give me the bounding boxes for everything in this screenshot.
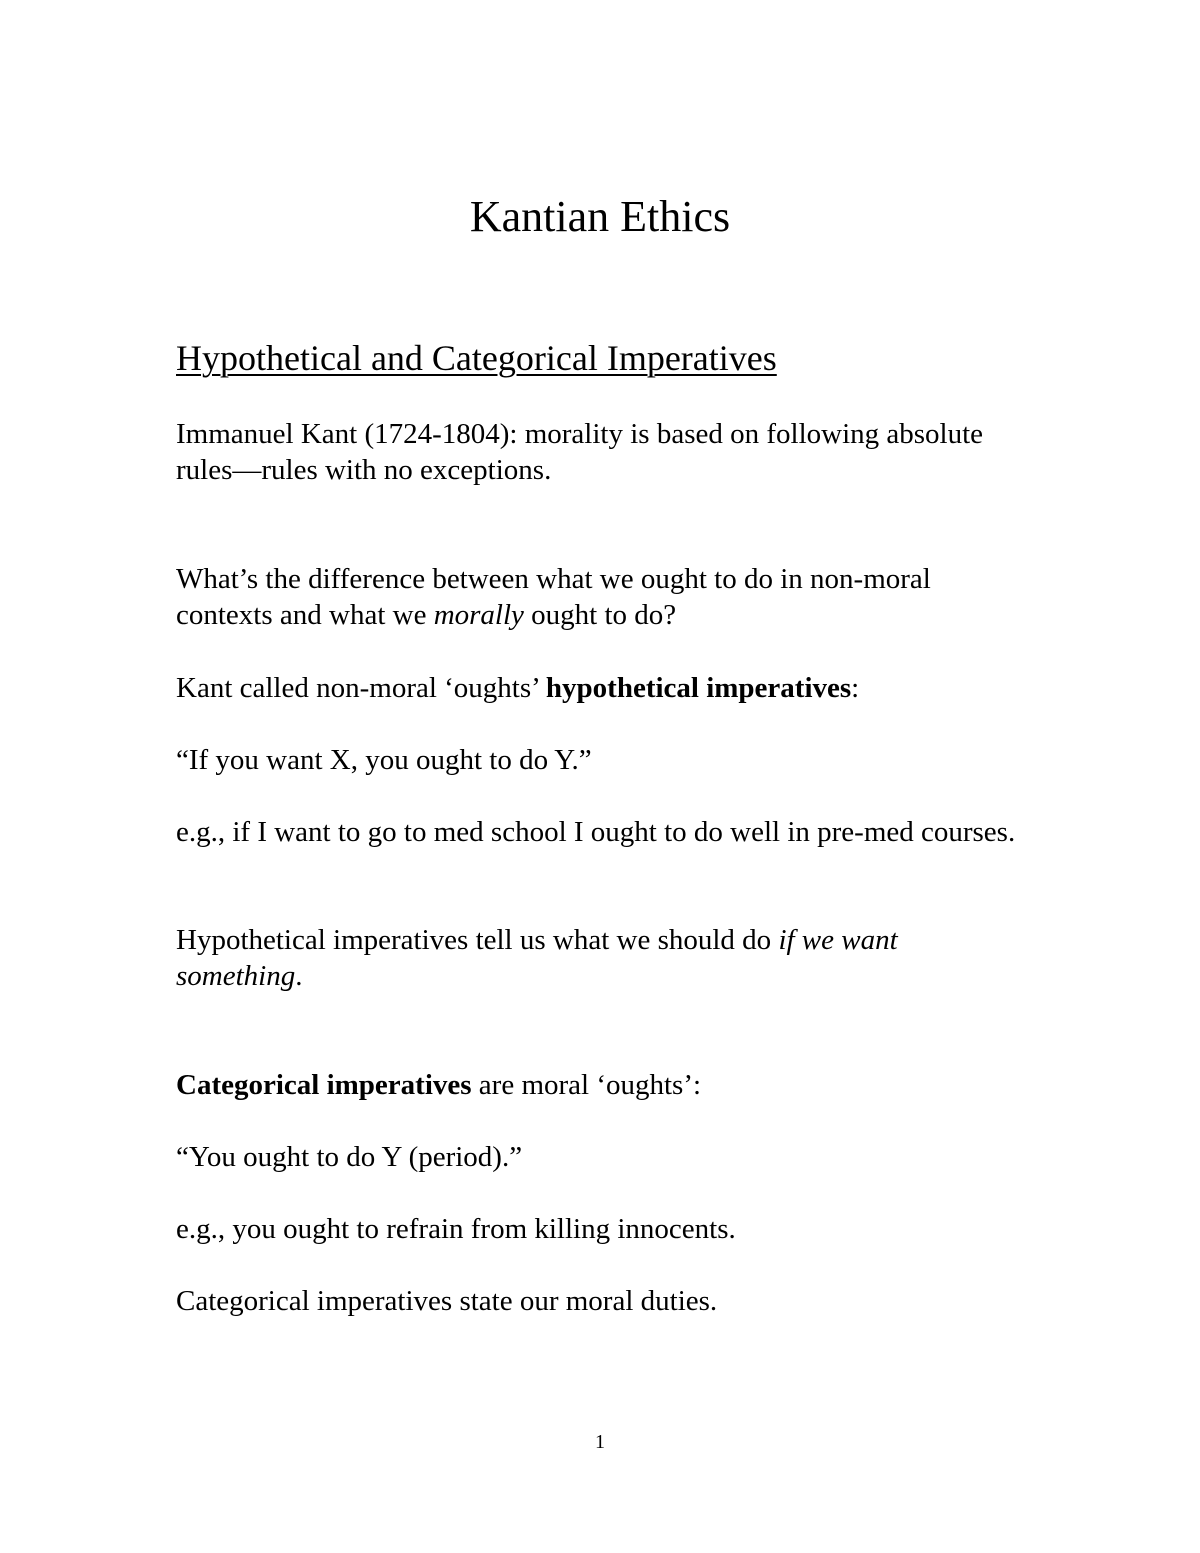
emphasis-morally: morally — [433, 599, 524, 631]
paragraph-question — [176, 561, 1026, 633]
paragraph-categorical-summary: Categorical imperatives state our moral duties. — [176, 1285, 718, 1317]
text-segment: Hypothetical imperatives tell us what we should do — [176, 924, 779, 956]
text-segment: ought to do? — [523, 599, 677, 631]
term-categorical-imperatives: Categorical imperatives — [176, 1069, 472, 1101]
paragraph-hypothetical-definition — [176, 670, 1026, 706]
paragraph-categorical-definition — [176, 1067, 1026, 1103]
paragraph-hypothetical-form: “If you want X, you ought to do Y.” — [176, 744, 592, 776]
section-heading: Hypothetical and Categorical Imperatives — [176, 338, 777, 378]
emphasis-if-we-want-something: if we want something — [176, 924, 898, 992]
text-segment: What’s the difference between what we ought to do in non-moral contexts and what we — [176, 563, 931, 631]
text-segment: Kant called non-moral ‘oughts’ — [176, 672, 546, 704]
paragraph-kant-intro: Immanuel Kant (1724-1804): morality is based on following absolute rules—rules with no exceptions. — [176, 418, 984, 486]
paragraph-categorical-example: e.g., you ought to refrain from killing innocents. — [176, 1213, 736, 1245]
page-number: 1 — [595, 1431, 605, 1453]
text-segment: are moral ‘oughts’: — [471, 1069, 702, 1101]
term-hypothetical-imperatives: hypothetical imperatives — [545, 672, 852, 704]
text-segment: . — [295, 960, 303, 992]
document-title: Kantian Ethics — [469, 192, 731, 241]
paragraph-hypothetical-example: e.g., if I want to go to med school I ought to do well in pre-med courses. — [176, 816, 1016, 848]
text-segment: : — [851, 672, 860, 704]
paragraph-hypothetical-summary — [176, 922, 1026, 994]
paragraph-categorical-form: “You ought to do Y (period).” — [176, 1141, 523, 1173]
